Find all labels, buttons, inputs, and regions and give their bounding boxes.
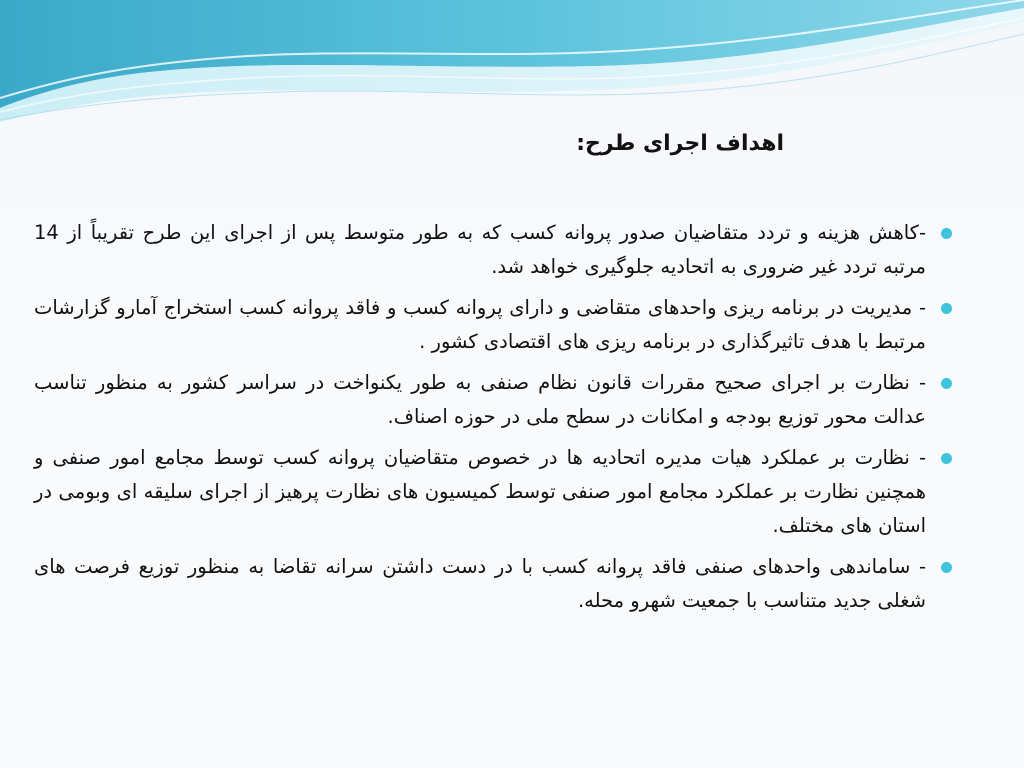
bullet-item [34, 291, 992, 359]
bullet-item [34, 441, 992, 543]
bullet-dot-icon [941, 378, 952, 389]
bullet-list [34, 216, 992, 625]
bullet-text: - مدیریت در برنامه ریزی واحدهای متقاضی و دارای پروانه کسب و فاقد پروانه کسب استخراج آمارو گزارشات مرتبط با هدف تاثیرگذاری در برنامه ریزی های اقتصادی کشور . [34, 296, 926, 353]
bullet-text: - نظارت بر عملکرد هیات مدیره اتحادیه ها در خصوص متقاضیان پروانه کسب توسط مجامع امور صنفی و همچنین نظارت بر عملکرد مجامع امور صنفی توسط کمیسیون های نظارت پرهیز از اجرای سلیقه ای وبومی در استان های مختلف. [34, 446, 926, 537]
bullet-item [34, 216, 992, 284]
bullet-item [34, 550, 992, 618]
bullet-text: -کاهش هزینه و تردد متقاضیان صدور پروانه کسب که به طور متوسط پس از اجرای این طرح تقریباً از 14 مرتبه تردد غیر ضروری به اتحادیه جلوگیری خواهد شد. [34, 221, 926, 278]
bullet-text: - ساماندهی واحدهای صنفی فاقد پروانه کسب با در دست داشتن سرانه تقاضا به منظور توزیع فرصت های شغلی جدید متناسب با جمعیت شهرو محله. [34, 555, 926, 612]
bullet-item [34, 366, 992, 434]
bullet-text: - نظارت بر اجرای صحیح مقررات قانون نظام صنفی به طور یکنواخت در سراسر کشور به منظور تناسب عدالت محور توزیع بودجه و امکانات در سطح ملی در حوزه اصناف. [34, 371, 926, 428]
bullet-dot-icon [941, 228, 952, 239]
header-wave-decoration [0, 0, 1024, 125]
bullet-dot-icon [941, 453, 952, 464]
slide-title: اهداف اجرای طرح: [576, 131, 784, 156]
bullet-dot-icon [941, 303, 952, 314]
bullet-dot-icon [941, 562, 952, 573]
